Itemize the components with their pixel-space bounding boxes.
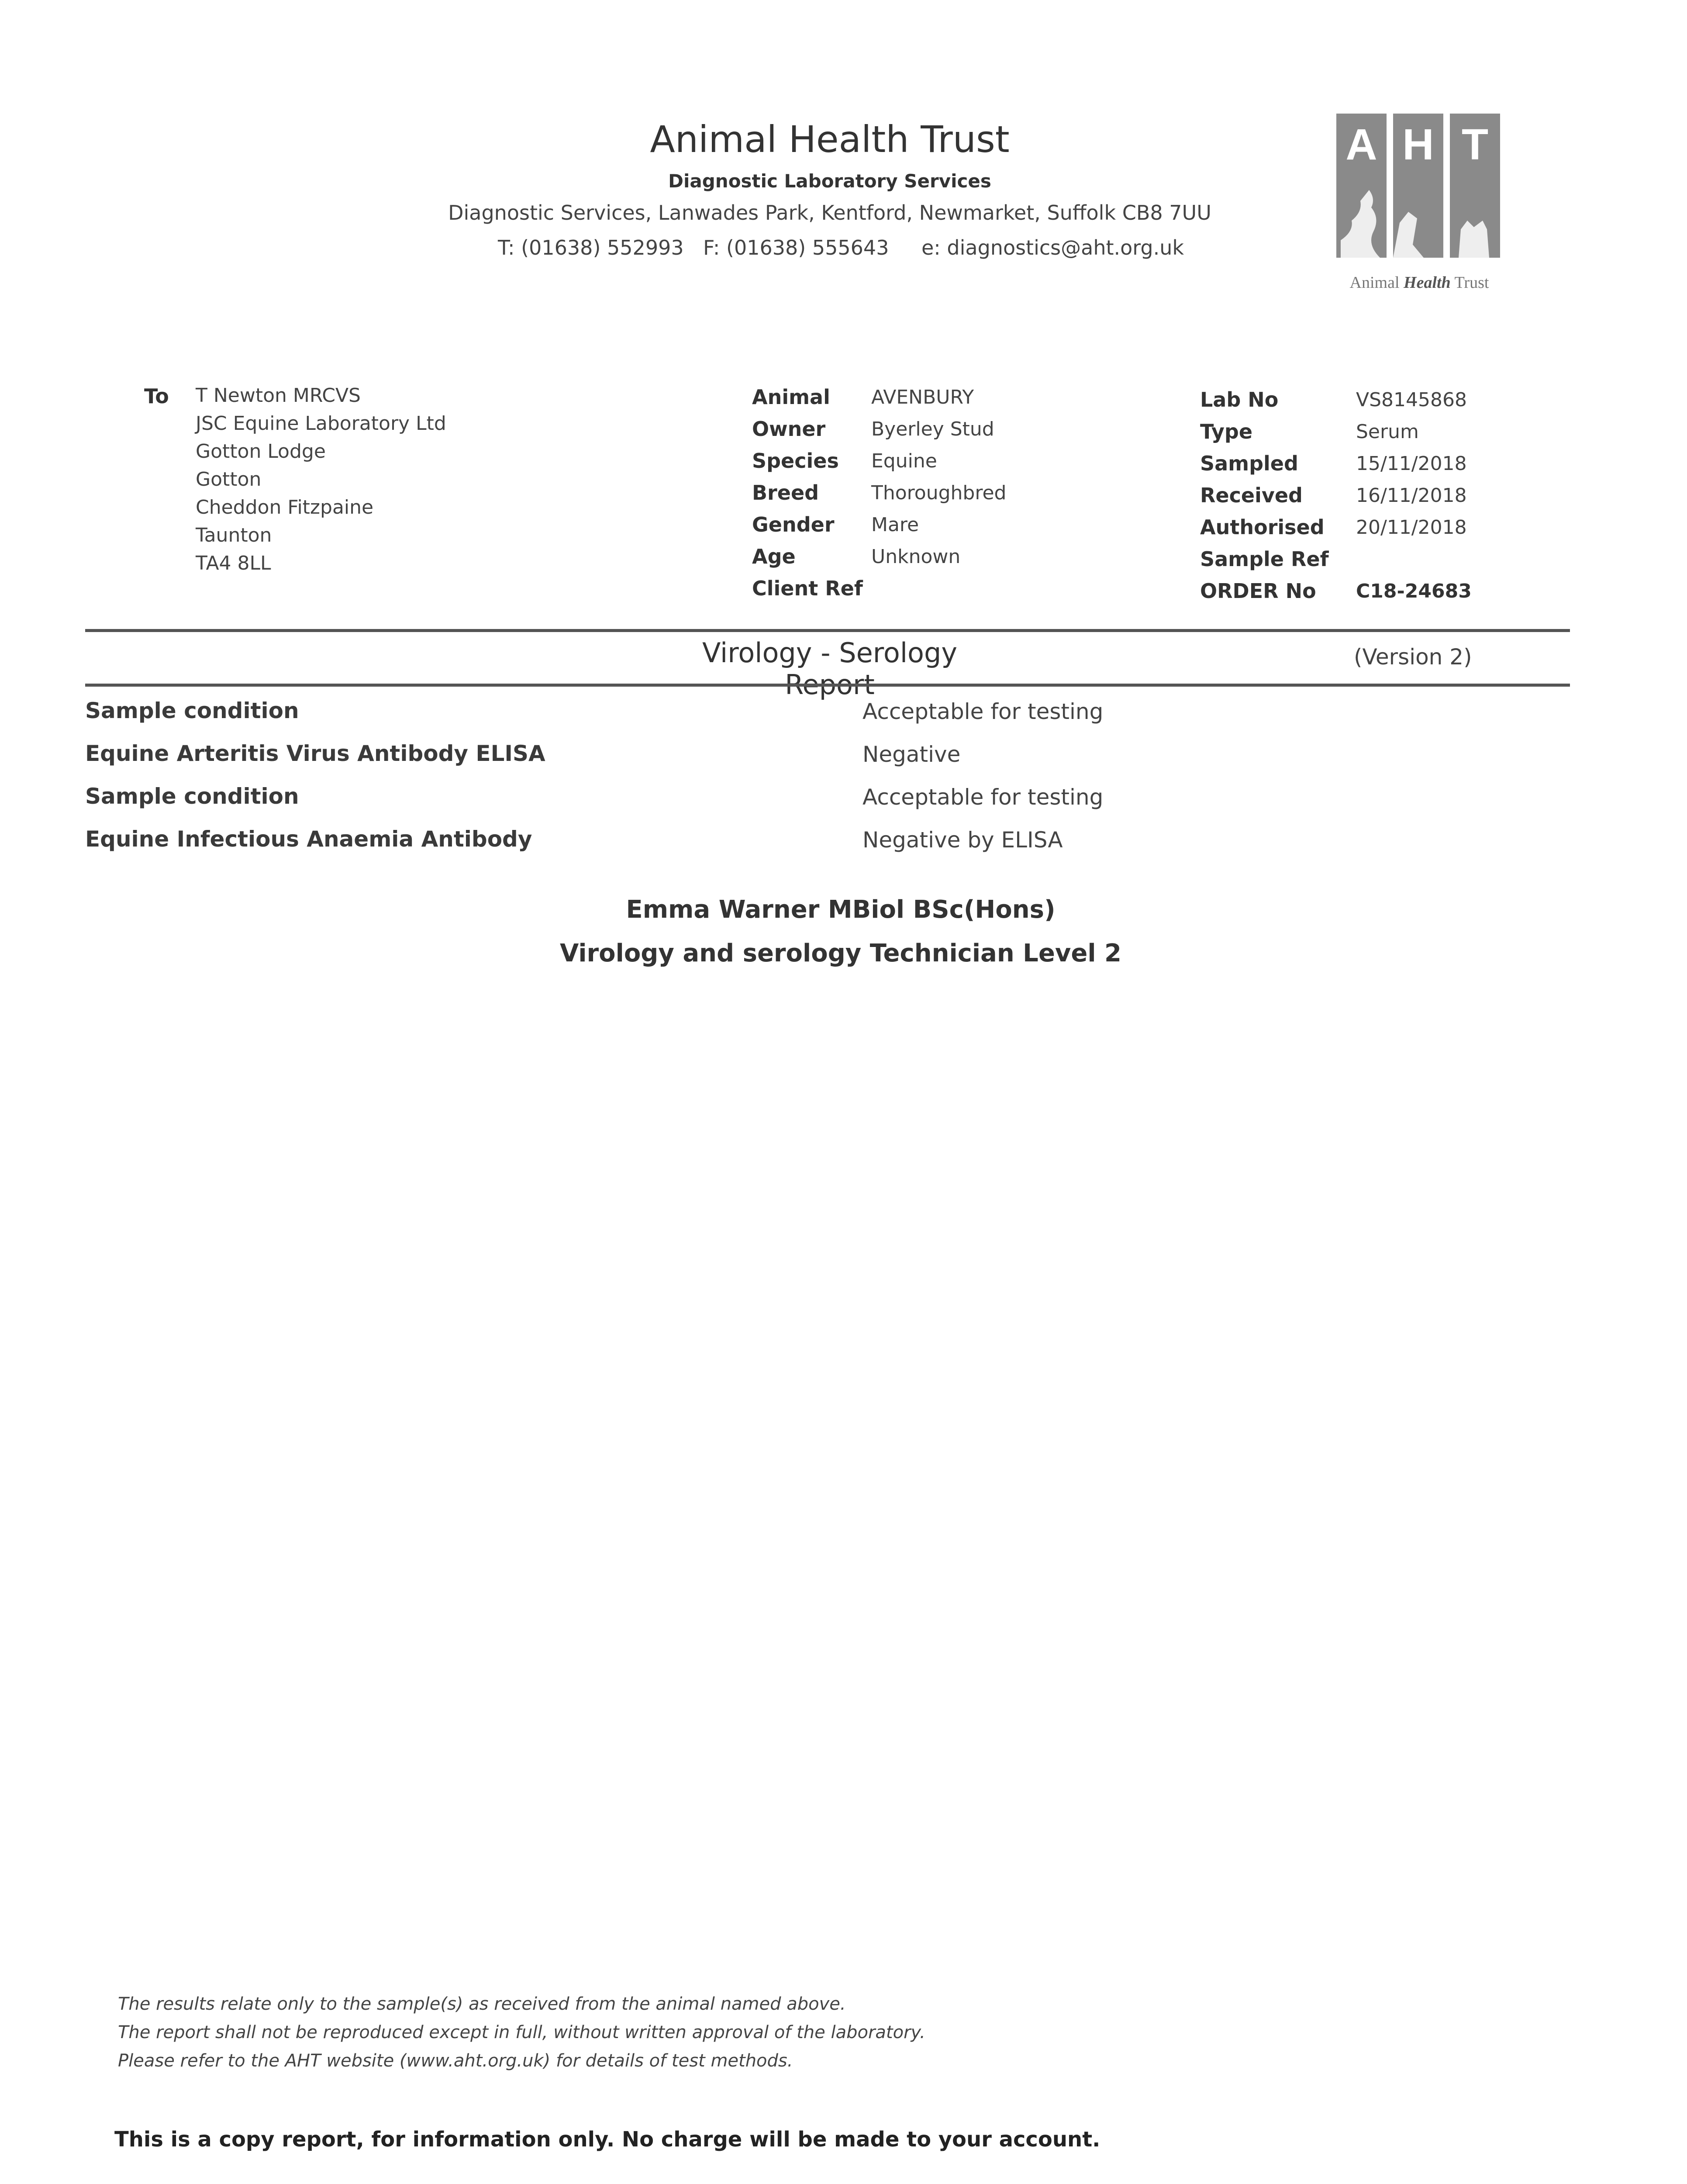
logo-letter-a: A bbox=[1345, 120, 1377, 169]
owner-label: Owner bbox=[752, 417, 826, 441]
dog-silhouette-icon bbox=[1393, 114, 1443, 258]
order-no-label: ORDER No bbox=[1200, 579, 1316, 603]
gender-value: Mare bbox=[871, 514, 919, 536]
bottom-divider bbox=[85, 684, 1570, 687]
cat-silhouette-icon bbox=[1450, 114, 1500, 258]
logo-letter-t: T bbox=[1461, 120, 1489, 169]
recipient-line: Cheddon Fitzpaine bbox=[196, 496, 374, 518]
result-value: Acceptable for testing bbox=[862, 699, 1104, 724]
logo-caption-animal: Animal bbox=[1349, 273, 1400, 292]
age-label: Age bbox=[752, 545, 796, 568]
recipient-line: Gotton bbox=[196, 468, 262, 491]
logo-caption bbox=[1328, 273, 1511, 292]
horse-silhouette-icon bbox=[1336, 114, 1387, 258]
logo-letter-h: H bbox=[1402, 120, 1434, 169]
received-label: Received bbox=[1200, 484, 1303, 507]
logo-caption-health: Health bbox=[1404, 273, 1451, 292]
result-label: Sample condition bbox=[85, 784, 299, 809]
sampled-value: 15/11/2018 bbox=[1356, 453, 1467, 475]
animal-label: Animal bbox=[752, 385, 830, 409]
gender-label: Gender bbox=[752, 513, 835, 536]
result-value: Acceptable for testing bbox=[862, 784, 1104, 810]
breed-label: Breed bbox=[752, 481, 819, 505]
to-label: To bbox=[144, 384, 169, 408]
recipient-line: T Newton MRCVS bbox=[196, 384, 361, 407]
result-label: Equine Infectious Anaemia Antibody bbox=[85, 826, 532, 852]
owner-value: Byerley Stud bbox=[871, 418, 994, 440]
logo-tile-t bbox=[1450, 114, 1500, 258]
aht-logo bbox=[1336, 114, 1500, 258]
lab-no-label: Lab No bbox=[1200, 388, 1279, 411]
result-value: Negative bbox=[862, 742, 961, 767]
top-divider bbox=[85, 629, 1570, 632]
sample-ref-label: Sample Ref bbox=[1200, 547, 1329, 571]
recipient-line: TA4 8LL bbox=[196, 552, 271, 574]
email-address: e: diagnostics@aht.org.uk bbox=[921, 236, 1184, 259]
recipient-line: Gotton Lodge bbox=[196, 440, 326, 463]
result-label: Equine Arteritis Virus Antibody ELISA bbox=[85, 741, 545, 766]
telephone-number: T: (01638) 552993 bbox=[498, 236, 684, 259]
report-title: Virology - Serology Report bbox=[702, 637, 958, 701]
department-name: Diagnostic Laboratory Services bbox=[668, 170, 991, 192]
result-value: Negative by ELISA bbox=[862, 827, 1063, 853]
order-no-value: C18-24683 bbox=[1356, 580, 1472, 602]
recipient-line: JSC Equine Laboratory Ltd bbox=[196, 412, 446, 435]
animal-value: AVENBURY bbox=[871, 386, 974, 408]
species-value: Equine bbox=[871, 450, 937, 472]
disclaimer-line: Please refer to the AHT website (www.aht.org.uk) for details of test methods. bbox=[118, 2051, 793, 2071]
logo-tile-a bbox=[1336, 114, 1387, 258]
copy-report-note: This is a copy report, for information only. No charge will be made to your account. bbox=[114, 2127, 1101, 2152]
type-value: Serum bbox=[1356, 421, 1419, 443]
species-label: Species bbox=[752, 449, 839, 473]
result-label: Sample condition bbox=[85, 698, 299, 723]
type-label: Type bbox=[1200, 420, 1253, 443]
report-version: (Version 2) bbox=[1354, 644, 1472, 670]
disclaimer-line: The results relate only to the sample(s) as received from the animal named above. bbox=[118, 1994, 846, 2014]
recipient-line: Taunton bbox=[196, 524, 272, 546]
age-value: Unknown bbox=[871, 546, 961, 568]
organisation-name: Animal Health Trust bbox=[650, 118, 1010, 161]
organisation-address: Diagnostic Services, Lanwades Park, Kentford, Newmarket, Suffolk CB8 7UU bbox=[448, 201, 1211, 225]
received-value: 16/11/2018 bbox=[1356, 484, 1467, 507]
disclaimer-line: The report shall not be reproduced except in full, without written approval of the laboratory. bbox=[118, 2022, 925, 2042]
logo-tile-h bbox=[1393, 114, 1443, 258]
authorised-label: Authorised bbox=[1200, 515, 1325, 539]
client-ref-label: Client Ref bbox=[752, 577, 863, 600]
signatory-role: Virology and serology Technician Level 2 bbox=[559, 939, 1121, 968]
sampled-label: Sampled bbox=[1200, 452, 1298, 475]
lab-no-value: VS8145868 bbox=[1356, 389, 1467, 411]
authorised-value: 20/11/2018 bbox=[1356, 516, 1467, 539]
signatory-name: Emma Warner MBiol BSc(Hons) bbox=[626, 895, 1056, 924]
breed-value: Thoroughbred bbox=[871, 482, 1007, 504]
logo-caption-trust: Trust bbox=[1454, 273, 1489, 292]
fax-number: F: (01638) 555643 bbox=[703, 236, 889, 259]
